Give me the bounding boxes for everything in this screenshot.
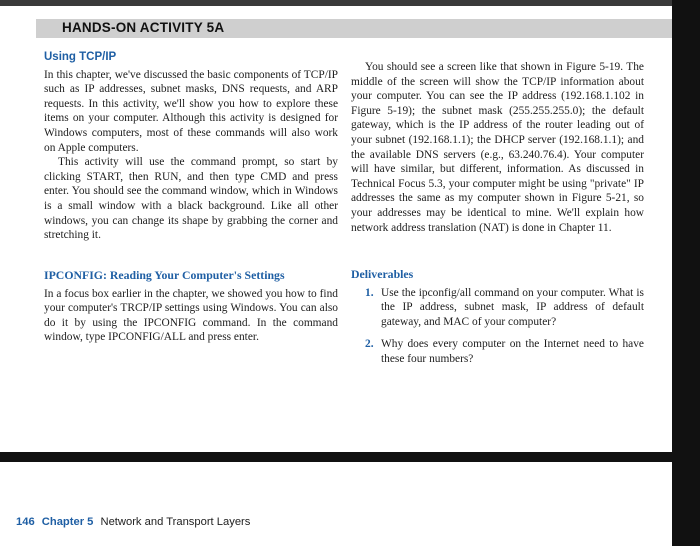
item-text: Why does every computer on the Internet need to have these four numbers? — [381, 338, 644, 365]
page-footer — [16, 516, 250, 528]
heading-using-tcpip: Using TCP/IP — [44, 51, 117, 63]
left-paragraph-1: In this chapter, we've discussed the basic components of TCP/IP such as IP addresses, subnet masks, DNS requests, and ARP requests. In this activity, we'll show you how to explore these items on your computer. Although this activity is designed for Windows computers, most of these commands will also work on Apple computers. — [44, 68, 338, 154]
item-number: 1. — [365, 286, 374, 299]
list-item — [351, 286, 644, 330]
left-column-lower — [44, 268, 338, 345]
top-edge — [0, 0, 700, 6]
activity-title: HANDS-ON ACTIVITY 5A — [62, 20, 225, 35]
item-text: Use the ipconfig/all command on your computer. What is the IP address, subnet mask, IP address of default gateway, and MAC of your computer? — [381, 286, 644, 328]
left-paragraph-2: This activity will use the command prompt, so start by clicking START, then RUN, and then type CMD and press enter. You should see the command window, which in Windows is a small window with a black background. Like all other windows, you can change its shape by grabbing the corner and stretching it. — [44, 156, 338, 242]
right-paragraph-1: You should see a screen like that shown in Figure 5-19. The middle of the screen will show the TCP/IP information about your computer. You can see the IP address (192.168.1.102 in Figure 5-19); the subnet mask (255.255.255.0); the default gateway, which is the IP address of the router leading out of your subnet (192.168.1.1); the DHCP server (192.168.1.1); and the available DNS servers (e.g., 63.240.76.4). Your computer will have similar, but different, information. As discussed in Technical Focus 5.3, your computer might be using "private" IP addresses the same as my computer shown in Figure 5-21, so your addresses may be identical to mine. We'll explain how network address translation (NAT) is done in Chapter 11. — [351, 61, 644, 234]
deliverables-list — [351, 286, 644, 367]
list-item — [351, 337, 644, 366]
left-column — [44, 50, 338, 243]
chapter-title: Network and Transport Layers — [100, 516, 251, 528]
page-edge-shadow — [672, 0, 700, 546]
chapter-label: Chapter 5 — [41, 516, 94, 528]
left-paragraph-3: In a focus box earlier in the chapter, we showed you how to find your computer's TRCP/IP settings using Windows. You can also do it by using the IPCONFIG command. In the command window, type IPCONFIG/ALL and press enter. — [44, 287, 338, 344]
bottom-divider — [0, 452, 672, 462]
right-column — [351, 60, 644, 235]
page-number: 146 — [16, 516, 35, 528]
heading-ipconfig: IPCONFIG: Reading Your Computer's Settings — [44, 268, 285, 282]
deliverables-section — [351, 267, 644, 375]
heading-deliverables: Deliverables — [351, 267, 414, 281]
item-number: 2. — [365, 338, 374, 351]
